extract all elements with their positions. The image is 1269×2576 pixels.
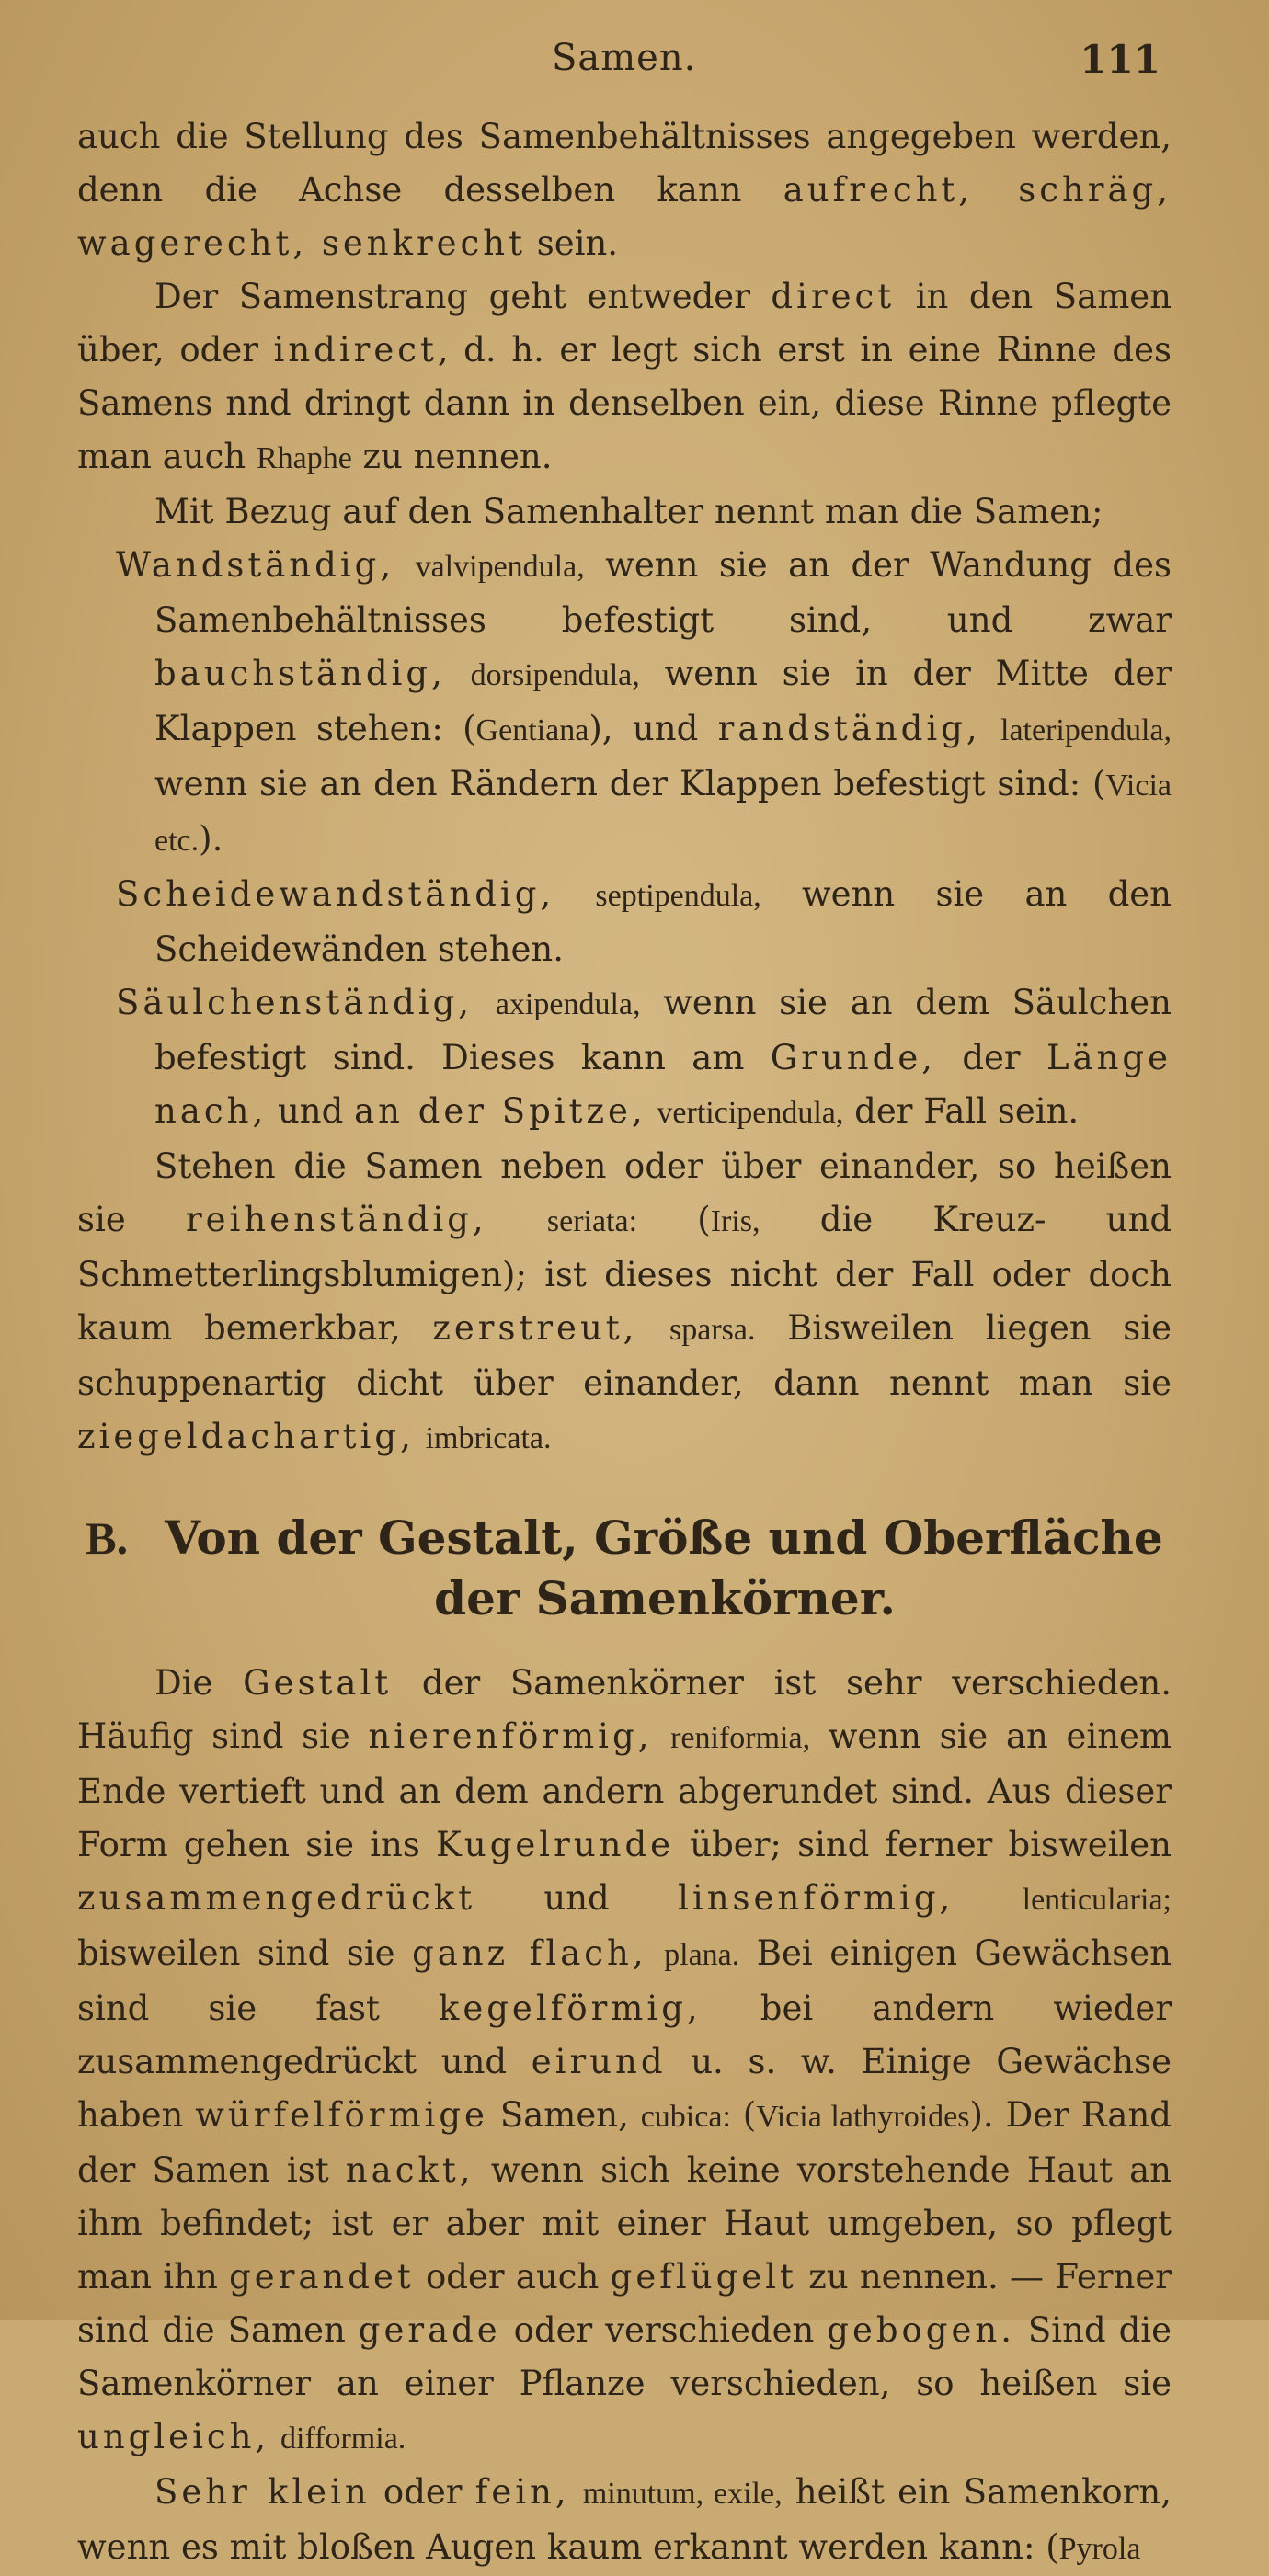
list-item (77, 868, 1172, 976)
text-run: wenn sich keine vorstehende Haut an ihm befindet; ist er aber mit einer Haut umgeben, so pflegt man ihn (77, 2150, 1172, 2297)
text-run: ( (730, 2095, 757, 2135)
text-run: Die (154, 1663, 244, 1703)
text-run: über; sind ferner bisweilen (674, 1825, 1172, 1864)
paragraph (77, 2466, 1172, 2576)
text-run: in den Samen über, oder (77, 277, 1172, 370)
latin-term: imbricata. (425, 1421, 552, 1455)
text-run: wenn sie an den Rändern der Klappen befestigt sind: ( (154, 764, 1106, 804)
latin-term: reniformia, (670, 1721, 811, 1755)
spaced-term: fein, (474, 2472, 570, 2512)
page-number: 111 (1080, 37, 1160, 82)
spaced-term: Gestalt (243, 1663, 393, 1703)
latin-term: lenticularia; (1022, 1883, 1172, 1917)
text-run: Der Samenstrang geht entweder (154, 277, 772, 316)
latin-term: lateripendula, (1000, 713, 1172, 747)
text-run: heißt ein Samenkorn, wenn es mit bloßen Augen kaum erkannt werden kann: ( (77, 2472, 1172, 2567)
spaced-term: ungleich, (77, 2417, 270, 2456)
text-run: der Fall sein. (843, 1091, 1080, 1131)
text-run: oder auch (414, 2257, 611, 2297)
page-header (0, 37, 1269, 92)
text-run: , d. h. er legt sich erst in eine Rinne des Samens nnd dringt dann in denselben ein, diese Rinne pflegte man auch (77, 330, 1172, 476)
spaced-term: Länge nach, (154, 1038, 1172, 1131)
spaced-term: randständig, (717, 709, 981, 748)
spaced-term: nackt, (345, 2150, 474, 2190)
text-run: wenn sie an dem Säulchen befestigt sind. Dieses kann am (154, 983, 1172, 1077)
text-run: wenn sie an den Scheidewänden stehen. (154, 874, 1172, 969)
text-run: auch die Stellung des Samenbehältnisses angegeben werden, denn die Achse desselben kann (77, 117, 1172, 210)
section-title: Von der Gestalt, Größe und Oberfläche der Samenkörner. (165, 1510, 1163, 1625)
paragraph: Mit Bezug auf den Samenhalter nennt man die Samen; (154, 492, 1103, 531)
spaced-term: zerstreut, (432, 1308, 638, 1348)
running-title: Samen. (552, 37, 697, 79)
spaced-term: linsenförmig, (678, 1878, 955, 1918)
text-run: und (267, 1091, 355, 1131)
body-text (77, 110, 1172, 2576)
latin-term: cubica: (640, 2100, 731, 2134)
spaced-term: reihenständig, (185, 1200, 487, 1239)
section-heading (77, 1508, 1172, 1629)
text-run: ), und (589, 709, 718, 748)
text-run: wenn sie in der Mitte der Klappen stehen: ( (154, 654, 1172, 748)
text-run: Bei einigen Gewächsen sind sie fast (77, 1933, 1172, 2028)
text-run: sein. (525, 223, 619, 263)
text-run: die Kreuz- und Schmetterlingsblumigen); ist dieses nicht der Fall oder doch kaum bemerkbar, (77, 1200, 1172, 1348)
spaced-term: direct (771, 277, 896, 316)
spaced-term: Scheidewandständig, (116, 874, 555, 914)
latin-term: axipendula, (495, 987, 641, 1021)
spaced-term: würfelförmige (195, 2095, 488, 2135)
text-run: wenn sie an der Wandung des Samenbehältnisses befestigt sind, und zwar (154, 545, 1172, 640)
list-item (77, 976, 1172, 1140)
latin-term: septipendula, (595, 879, 761, 913)
spaced-term: Grunde, (770, 1038, 936, 1077)
paragraph (77, 110, 1172, 270)
text-run: ). (199, 819, 223, 859)
latin-term: dorsipendula, (470, 658, 640, 692)
latin-term: minutum, exile, (582, 2477, 783, 2511)
text-run: der (936, 1038, 1046, 1077)
text-run: Samen, (487, 2095, 641, 2135)
latin-term: difformia. (280, 2422, 406, 2456)
spaced-term: indirect (273, 330, 438, 370)
latin-term: Iris, (710, 1204, 760, 1238)
spaced-term: ganz flach, (412, 1933, 647, 1973)
latin-term: Vicia lathyroides (756, 2100, 970, 2134)
spaced-term: gerade (358, 2310, 501, 2350)
text-run: zu nennen. — Ferner sind die Samen (77, 2257, 1172, 2350)
section-letter: B. (86, 1512, 129, 1564)
latin-term: seriata: (546, 1204, 638, 1238)
latin-term: Pyrola (1058, 2532, 1141, 2566)
spaced-term: Sehr klein (154, 2472, 371, 2512)
list-item (77, 539, 1172, 868)
spaced-term: bauchständig, (154, 654, 446, 693)
text-run: Sind die Samenkörner an einer Pflanze verschieden, so heißen sie (77, 2310, 1172, 2403)
text-run: zu nennen. (351, 437, 553, 476)
text-run: und (475, 1878, 679, 1918)
spaced-term: Wandständig, (116, 545, 395, 585)
latin-term: Gentiana (475, 713, 589, 747)
latin-term: Vicia etc. (154, 769, 1172, 858)
latin-term: plana. (664, 1938, 740, 1972)
spaced-term: nierenförmig, (368, 1716, 653, 1756)
spaced-term: ziegeldachartig, (77, 1417, 415, 1456)
spaced-term: aufrecht, schräg, wagerecht, senkrecht (77, 170, 1172, 263)
spaced-term: eirund (531, 2042, 667, 2081)
text-run: u. s. w. Einige Gewächse haben (77, 2042, 1172, 2135)
spaced-term: kegelförmig, (438, 1989, 702, 2028)
spaced-term: gerandet (229, 2257, 415, 2297)
text-run: ). Der Rand der Samen ist (77, 2095, 1172, 2190)
paragraph (77, 1140, 1172, 1465)
latin-term: valvipendula, (415, 550, 585, 584)
spaced-term: zusammengedrückt (77, 1878, 476, 1918)
text-run: ( (637, 1200, 711, 1239)
spaced-term: Säulchenständig, (116, 983, 474, 1022)
latin-term: verticipendula, (657, 1096, 844, 1130)
text-run: Stehen die Samen neben oder über einander, so heißen sie (77, 1146, 1172, 1239)
text-run: der Samenkörner ist sehr verschieden. Häufig sind sie (77, 1663, 1172, 1756)
text-run: wenn sie an einem Ende vertieft und an dem andern abgerundet sind. Aus dieser Form gehen sie ins (77, 1716, 1172, 1864)
spaced-term: gebogen. (827, 2310, 1015, 2350)
latin-term: Rhaphe (256, 441, 352, 475)
text-run: bei andern wieder zusammengedrückt und (77, 1989, 1172, 2081)
paragraph (77, 1657, 1172, 2466)
paragraph (77, 270, 1172, 485)
spaced-term: Kugelrunde (436, 1825, 675, 1864)
spaced-term: geflügelt (610, 2257, 797, 2297)
spaced-term: an der Spitze, (354, 1091, 646, 1131)
text-run: oder verschieden (500, 2310, 828, 2350)
latin-term: sparsa. (669, 1313, 756, 1347)
text-run: bisweilen sind sie (77, 1933, 413, 1973)
text-run: oder (370, 2472, 475, 2512)
text-run: Bisweilen liegen sie schuppenartig dicht über einander, dann nennt man sie (77, 1308, 1172, 1403)
